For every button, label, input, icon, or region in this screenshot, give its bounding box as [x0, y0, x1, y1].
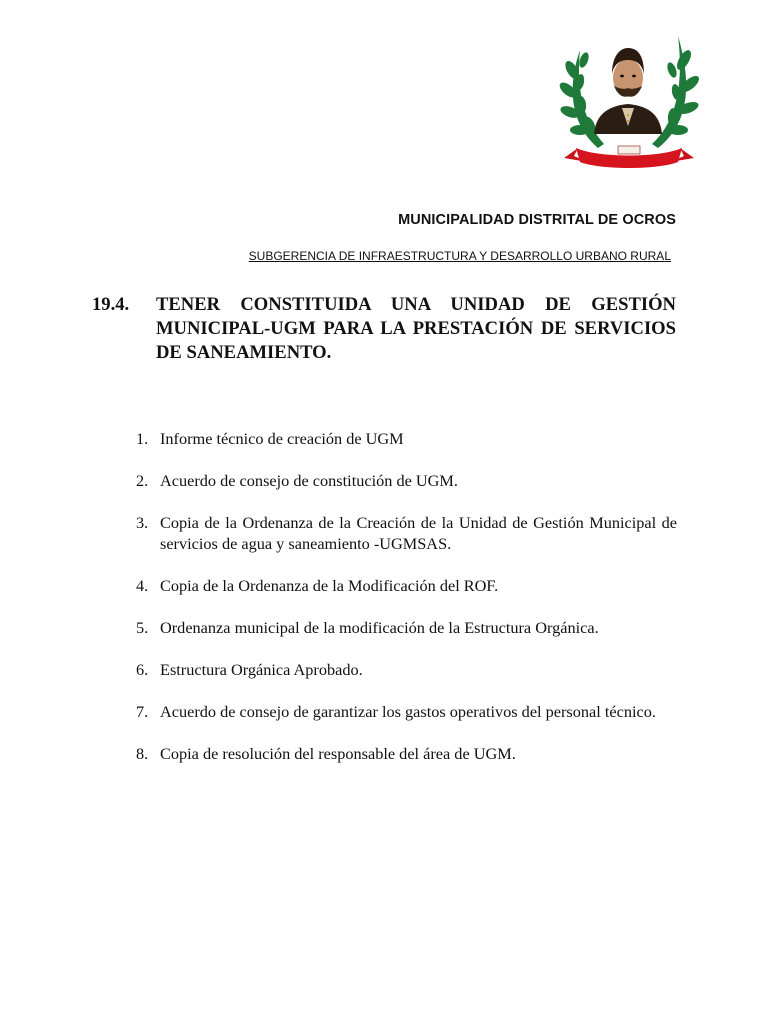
section-heading: [92, 293, 676, 365]
list-item-text: Copia de la Ordenanza de la Modificación del ROF.: [160, 576, 499, 595]
list-item-number: 1.: [136, 429, 149, 448]
list-item-number: 7.: [136, 702, 149, 721]
list-item-number: 5.: [136, 618, 149, 637]
list-item-number: 4.: [136, 576, 149, 595]
list-item: [132, 659, 677, 680]
list-item: [132, 743, 677, 764]
section-number: 19.4.: [92, 294, 130, 315]
list-item-text: Acuerdo de consejo de garantizar los gastos operativos del personal técnico.: [160, 702, 656, 721]
municipal-shield-icon: [558, 30, 700, 170]
list-item-number: 3.: [136, 513, 149, 532]
list-item-text: Estructura Orgánica Aprobado.: [160, 660, 363, 679]
list-item: [132, 617, 677, 638]
list-item-text: Acuerdo de consejo de constitución de UGM.: [160, 471, 458, 490]
organization-name: MUNICIPALIDAD DISTRITAL DE OCROS: [398, 212, 676, 228]
list-item: [132, 575, 677, 596]
section-title: TENER CONSTITUIDA UNA UNIDAD DE GESTIÓN MUNICIPAL-UGM PARA LA PRESTACIÓN DE SERVICIOS DE SANEAMIENTO.: [156, 294, 676, 363]
list-item: [132, 470, 677, 491]
list-item-text: Ordenanza municipal de la modificación de la Estructura Orgánica.: [160, 618, 599, 637]
list-item: [132, 512, 677, 554]
list-item-number: 6.: [136, 660, 149, 679]
list-item: [132, 701, 677, 722]
list-item: [132, 428, 677, 449]
subdivision-name: SUBGERENCIA DE INFRAESTRUCTURA Y DESARROLLO URBANO RURAL: [248, 249, 671, 263]
list-item-number: 8.: [136, 744, 149, 763]
requirements-list: [132, 428, 677, 785]
list-item-text: Copia de resolución del responsable del área de UGM.: [160, 744, 516, 763]
list-item-text: Copia de la Ordenanza de la Creación de la Unidad de Gestión Municipal de servicios de agua y saneamiento -UGMSAS.: [160, 513, 677, 553]
list-item-number: 2.: [136, 471, 149, 490]
list-item-text: Informe técnico de creación de UGM: [160, 429, 404, 448]
